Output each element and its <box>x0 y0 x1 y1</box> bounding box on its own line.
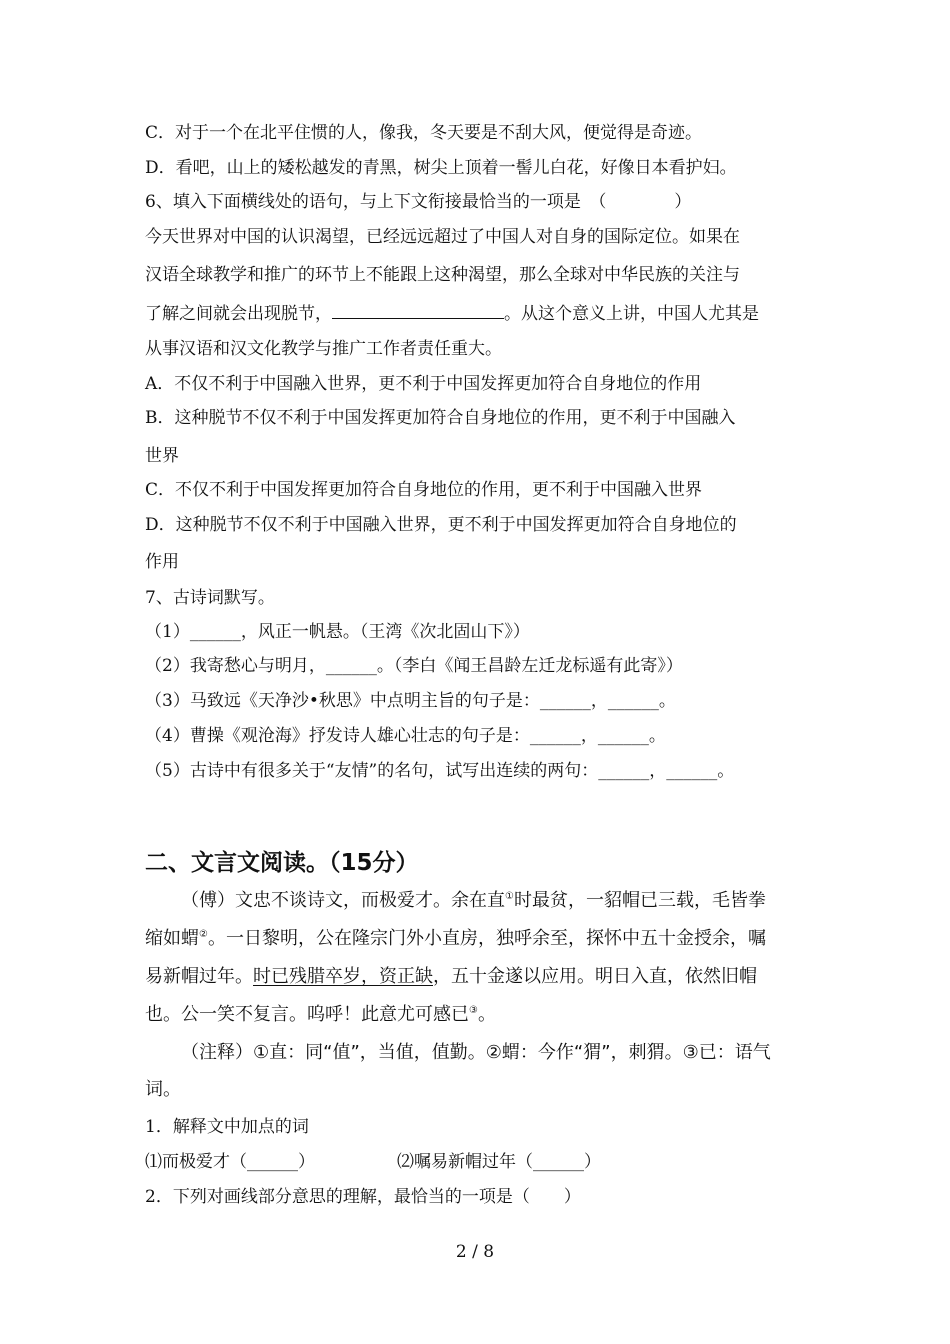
passage-text: 易新帽过年。 <box>145 966 253 987</box>
q6-para-line: 从事汉语和汉文化教学与推广工作者责任重大。 <box>145 339 502 359</box>
q6-para-text: 了解之间就会出现脱节， <box>145 304 332 324</box>
passage-text: ，五十金遂以应用。明日入直，依然旧帽 <box>433 966 757 987</box>
q6-answer-blank[interactable] <box>332 300 504 319</box>
q7-item-2: （2）我寄愁心与明月，______。（李白《闻王昌龄左迁龙标遥有此寄》） <box>145 656 683 676</box>
q6-para-line <box>145 300 759 326</box>
q6-option-b-cont: 世界 <box>145 446 179 466</box>
q6-option-a: A．不仅不利于中国融入世界，更不利于中国发挥更加符合自身地位的作用 <box>145 374 702 394</box>
passage-text: 时最贫，一貂帽已三载，毛皆拳 <box>513 890 766 911</box>
passage-text: 也。公一笑不复言。呜呼！此意尤可感已 <box>145 1004 469 1025</box>
q7-item-3: （3）马致远《天净沙•秋思》中点明主旨的句子是：______，______。 <box>145 691 676 711</box>
q6-para-text: 。从这个意义上讲，中国人尤其是 <box>504 304 759 324</box>
s2-q2-stem: 2．下列对画线部分意思的理解，最恰当的一项是（ ） <box>145 1187 581 1207</box>
passage-line <box>145 1003 496 1027</box>
q6-para-line: 汉语全球教学和推广的环节上不能跟上这种渴望，那么全球对中华民族的关注与 <box>145 265 740 285</box>
q7-item-5: （5）古诗中有很多关于“友情”的名句，试写出连续的两句：______，______。 <box>145 761 735 781</box>
footnote-mark: ③ <box>469 1005 478 1016</box>
q6-para-line: 今天世界对中国的认识渴望，已经远远超过了中国人对自身的国际定位。如果在 <box>145 227 740 247</box>
q6-option-b: B．这种脱节不仅不利于中国发挥更加符合自身地位的作用，更不利于中国融入 <box>145 408 736 428</box>
passage-text: （傅）文忠不谈诗文，而极爱才。余在直 <box>181 890 505 911</box>
q6-option-c: C．不仅不利于中国发挥更加符合自身地位的作用，更不利于中国融入世界 <box>145 480 703 500</box>
footnote-mark: ② <box>199 929 208 940</box>
q5-option-d: D．看吧，山上的矮松越发的青黑，树尖上顶着一髻儿白花，好像日本看护妇。 <box>145 158 737 178</box>
page-number: 2 / 8 <box>455 1242 495 1262</box>
annotation-line: 词。 <box>145 1079 181 1100</box>
s2-q1-item-1: ⑴而极爱才（______） <box>145 1152 315 1172</box>
q7-stem: 7、古诗词默写。 <box>145 588 275 608</box>
footnote-mark: ① <box>505 891 514 902</box>
q7-item-4: （4）曹操《观沧海》抒发诗人雄心壮志的句子是：______，______。 <box>145 726 666 746</box>
s2-q1-stem: 1．解释文中加点的词 <box>145 1117 309 1137</box>
passage-line <box>181 889 766 913</box>
passage-line <box>145 927 766 951</box>
passage-text: 缩如蝟 <box>145 928 199 949</box>
passage-text: 。 <box>477 1004 496 1025</box>
underlined-phrase: 时已残腊卒岁，资正缺 <box>253 966 433 987</box>
q6-option-d: D．这种脱节不仅不利于中国融入世界，更不利于中国发挥更加符合自身地位的 <box>145 515 737 535</box>
q6-stem: 6、填入下面横线处的语句，与上下文衔接最恰当的一项是 （ ） <box>145 192 692 212</box>
q5-option-c: C．对于一个在北平住惯的人，像我，冬天要是不刮大风，便觉得是奇迹。 <box>145 123 703 143</box>
s2-q1-item-2: ⑵嘱易新帽过年（______） <box>397 1152 601 1172</box>
annotation-line: （注释）①直：同“值”，当值，值勤。②蝟：今作“猬”，刺猬。③已：语气 <box>181 1042 771 1063</box>
q7-item-1: （1）______，风正一帆悬。（王湾《次北固山下》） <box>145 622 530 642</box>
q6-option-d-cont: 作用 <box>145 552 179 572</box>
passage-text: 。一日黎明，公在隆宗门外小直房，独呼余至，探怀中五十金授余，嘱 <box>207 928 766 949</box>
section-2-heading: 二、文言文阅读。（15分） <box>145 850 419 876</box>
passage-line <box>145 965 757 989</box>
